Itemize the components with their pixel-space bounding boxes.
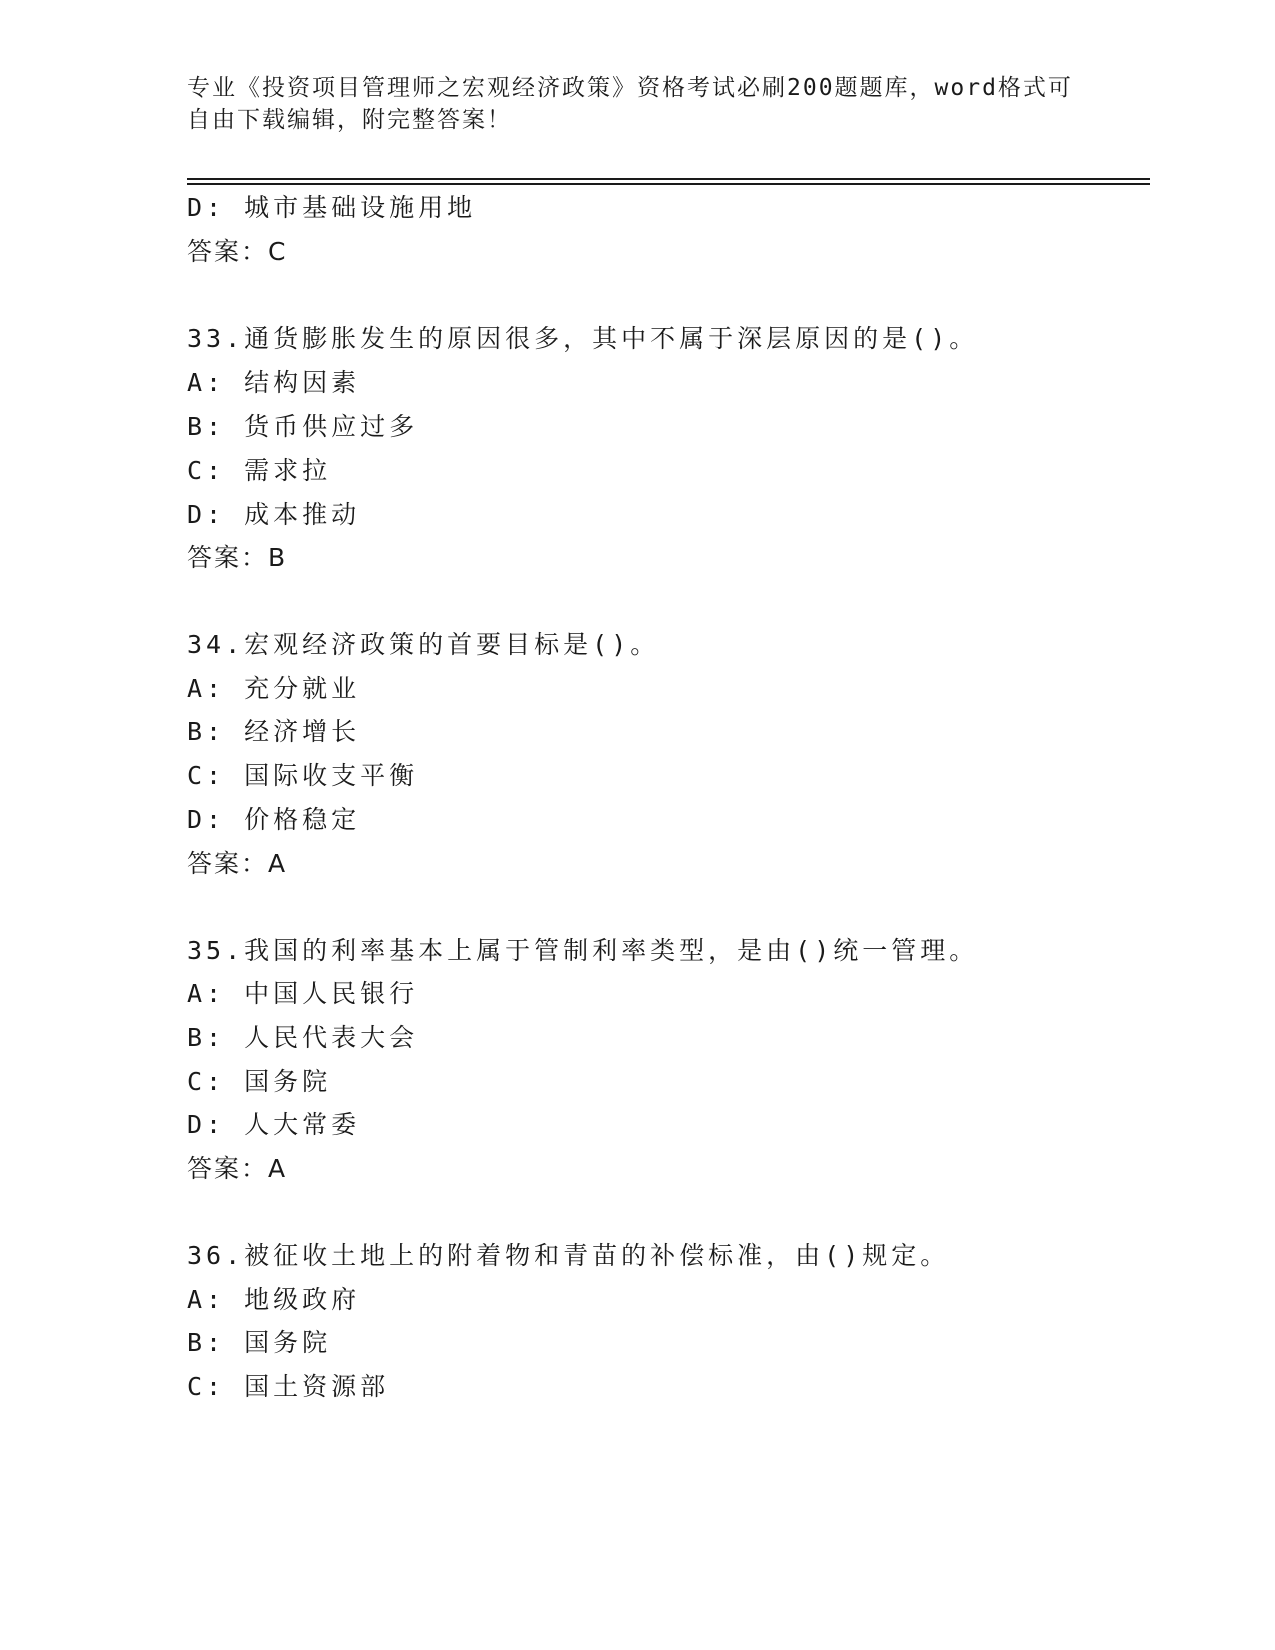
question-33-option-c: C: 需求拉 xyxy=(187,456,332,485)
header-line-1: 专业《投资项目管理师之宏观经济政策》资格考试必刷200题题库，word格式可 xyxy=(187,75,1073,101)
question-34-answer: 答案：A xyxy=(187,849,288,878)
header-divider-top xyxy=(187,178,1150,180)
question-34-option-c: C: 国际收支平衡 xyxy=(187,761,419,790)
prev-answer: 答案：C xyxy=(187,237,288,266)
header-divider-bottom xyxy=(187,183,1150,185)
question-36-option-c: C: 国土资源部 xyxy=(187,1372,390,1401)
question-36-option-b: B: 国务院 xyxy=(187,1328,332,1357)
prev-option-d: D: 城市基础设施用地 xyxy=(187,193,477,222)
question-33-option-b: B: 货币供应过多 xyxy=(187,412,419,441)
question-35-stem: 35.我国的利率基本上属于管制利率类型，是由()统一管理。 xyxy=(187,936,979,965)
question-34-option-a: A: 充分就业 xyxy=(187,674,361,703)
question-33-option-d: D: 成本推动 xyxy=(187,500,361,529)
question-36-stem: 36.被征收土地上的附着物和青苗的补偿标准，由()规定。 xyxy=(187,1241,950,1270)
document-header xyxy=(187,72,1087,136)
question-35-option-a: A: 中国人民银行 xyxy=(187,979,419,1008)
question-35-option-c: C: 国务院 xyxy=(187,1067,332,1096)
question-35-option-d: D: 人大常委 xyxy=(187,1110,361,1139)
question-34-option-b: B: 经济增长 xyxy=(187,717,361,746)
question-33-stem: 33.通货膨胀发生的原因很多，其中不属于深层原因的是()。 xyxy=(187,324,979,353)
header-line-2: 自由下载编辑，附完整答案！ xyxy=(187,107,512,133)
question-33-answer: 答案：B xyxy=(187,543,288,572)
question-35-option-b: B: 人民代表大会 xyxy=(187,1023,419,1052)
question-34-stem: 34.宏观经济政策的首要目标是()。 xyxy=(187,630,660,659)
question-35-answer: 答案：A xyxy=(187,1154,288,1183)
question-34-option-d: D: 价格稳定 xyxy=(187,805,361,834)
question-33-option-a: A: 结构因素 xyxy=(187,368,361,397)
question-36-option-a: A: 地级政府 xyxy=(187,1285,361,1314)
